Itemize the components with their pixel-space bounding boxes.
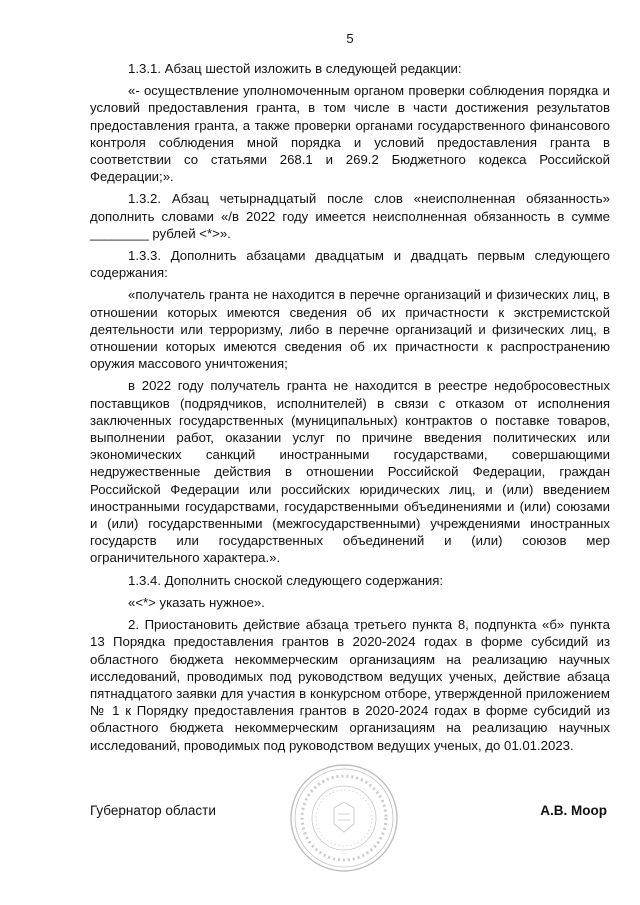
- paragraph-1-3-2: 1.3.2. Абзац четырнадцатый после слов «неисполненная обязанность» дополнить словами «/в 2022 году имеется неисполненная обязанность в сумме ________ рублей <*>».: [90, 191, 610, 241]
- official-seal-stamp: [288, 762, 400, 874]
- paragraph-1-3-3: 1.3.3. Дополнить абзацами двадцатым и двадцать первым следующего содержания:: [90, 248, 610, 281]
- page-number: 5: [346, 31, 354, 46]
- signature-name: А.В. Моор: [540, 803, 607, 818]
- paragraph-footnote: «<*> указать нужное».: [128, 594, 265, 610]
- paragraph-quote-1: «- осуществление уполномоченным органом проверки соблюдения порядка и условий предоставления гранта, в том числе в части достижения результатов предоставления гранта, а также проверки органами государственного финансового контроля соблюдения мной порядка и условий предоставления гранта в соответствии со статьями 268.1 и 269.2 Бюджетного кодекса Российской Федерации;».: [90, 83, 610, 185]
- paragraph-quote-2: «получатель гранта не находится в перечне организаций и физических лиц, в отношении которых имеются сведения об их причастности к экстремистской деятельности или терроризму, либо в перечне организаций и физических лиц, в отношении которых имеются сведения об их причастности к распространению оружия массового уничтожения;: [90, 287, 610, 372]
- paragraph-2: 2. Приостановить действие абзаца третьего пункта 8, подпункта «б» пункта 13 Порядка предоставления грантов в 2020-2024 годах в форме субсидий из областного бюджета некоммерческим организациям на реализацию научных исследований, проводимых под руководством ведущих ученых, действие абзаца пятнадцатого заявки для участия в конкурсном отборе, утвержденной приложением № 1 к Порядку предоставления грантов в 2020-2024 годах в форме субсидий из областного бюджета некоммерческим организациям на реализацию научных исследований, проводимых под руководством ведущих ученых, до 01.01.2023.: [90, 617, 610, 753]
- paragraph-1-3-4: 1.3.4. Дополнить сноской следующего содержания:: [128, 572, 444, 588]
- paragraph-quote-3: в 2022 году получатель гранта не находится в реестре недобросовестных поставщиков (подрядчиков, исполнителей) в связи с отказом от исполнения заключенных государственных (муниципальных) контрактов о поставке товаров, выполнении работ, оказании услуг по причине введения политических или экономических санкций иностранными государствами, совершающими недружественные действия в отношении Российской Федерации, граждан Российской Федерации или российских юридических лиц, и (или) введением иностранными государствами, государственными объединениями и (или) союзами и (или) государственными (межгосударственными) учреждениями иностранных государств или государственных объединений и (или) союзов мер ограничительного характера.».: [90, 378, 610, 566]
- paragraph-1-3-1: 1.3.1. Абзац шестой изложить в следующей редакции:: [128, 61, 462, 76]
- signature-position: Губернатор области: [90, 803, 216, 818]
- document-body: [90, 60, 610, 759]
